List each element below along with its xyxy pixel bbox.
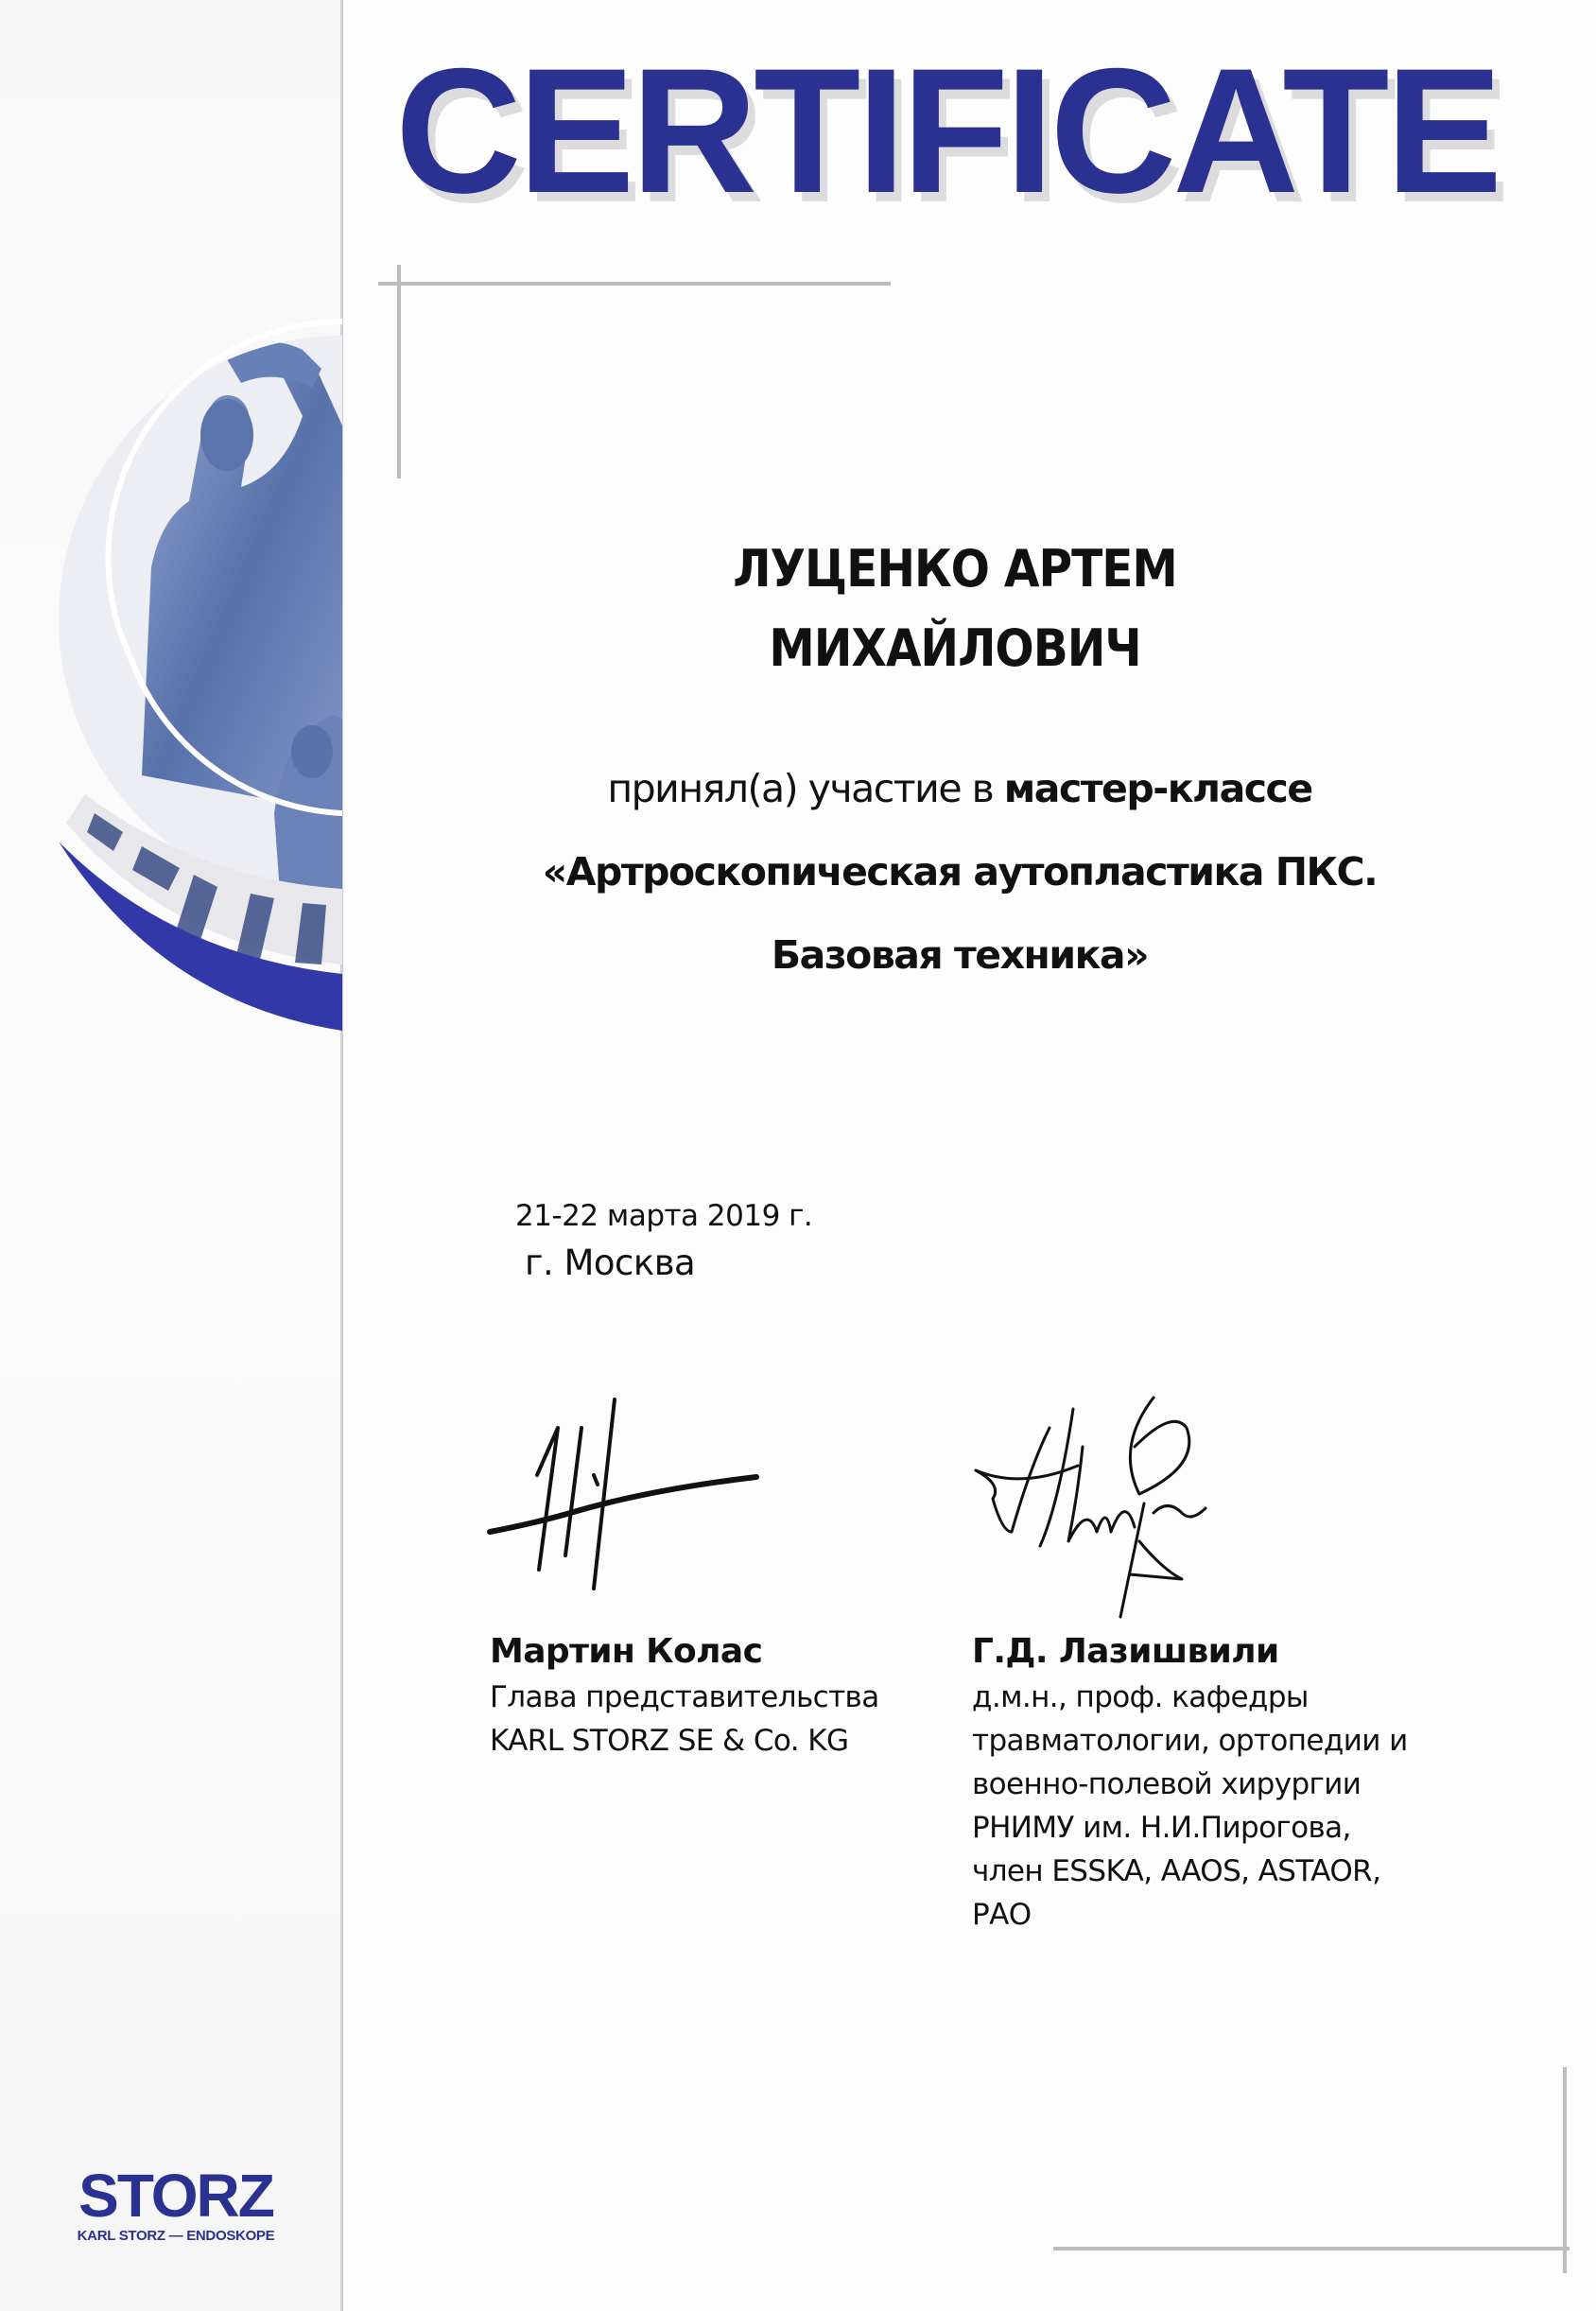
corner-rule-top-vertical bbox=[397, 265, 401, 478]
signatory-2 bbox=[972, 1628, 1408, 1937]
participation-prefix: принял(а) участие в bbox=[607, 766, 1004, 811]
recipient-patronymic: МИХАЙЛОВИЧ bbox=[769, 618, 1141, 678]
storz-tagline: KARL STORZ — ENDOSKOPE bbox=[77, 2228, 275, 2244]
signatory-1 bbox=[490, 1628, 879, 1763]
signatory-role-line: военно-полевой хирургии bbox=[972, 1767, 1362, 1801]
recipient-name bbox=[529, 530, 1380, 688]
course-title-line2: Базовая техника» bbox=[771, 932, 1149, 978]
signatory-name: Мартин Колас bbox=[490, 1632, 763, 1671]
signatory-role-line: травматологии, ортопедии и bbox=[972, 1724, 1408, 1758]
participation-line bbox=[473, 747, 1447, 830]
participation-statement bbox=[473, 747, 1447, 997]
signatory-role-line: Глава представительства bbox=[490, 1680, 879, 1714]
corner-rule-top-horizontal bbox=[378, 282, 891, 286]
course-title-line1: «Артроскопическая аутопластика ПКС. bbox=[542, 849, 1378, 895]
certificate-title: CERTIFICATE bbox=[395, 31, 1500, 230]
signature-icon bbox=[964, 1390, 1267, 1630]
statue-illustration-icon bbox=[0, 284, 342, 1040]
corner-rule-bottom-horizontal bbox=[1053, 2247, 1570, 2250]
signatory-role-line: РНИМУ им. Н.И.Пирогова, bbox=[972, 1811, 1351, 1845]
recipient-surname-firstname: ЛУЦЕНКО АРТЕМ bbox=[733, 539, 1177, 599]
signatory-role-line: д.м.н., проф. кафедры bbox=[972, 1680, 1309, 1714]
signature-icon bbox=[482, 1390, 766, 1602]
signatory-name: Г.Д. Лазишвили bbox=[972, 1632, 1279, 1671]
storz-brand: STORZ bbox=[78, 2162, 273, 2230]
event-type: мастер-классе bbox=[1003, 766, 1312, 811]
signatory-role-line: член ESSKA, AAOS, ASTAOR, bbox=[972, 1854, 1381, 1888]
event-date: 21-22 марта 2019 г. bbox=[515, 1199, 813, 1233]
signatory-role-line: KARL STORZ SE & Co. KG bbox=[490, 1724, 849, 1758]
corner-rule-bottom-vertical bbox=[1563, 2067, 1567, 2273]
signatory-role-line: РАО bbox=[972, 1898, 1032, 1932]
event-city: г. Москва bbox=[525, 1242, 696, 1283]
storz-logo bbox=[53, 2162, 299, 2244]
